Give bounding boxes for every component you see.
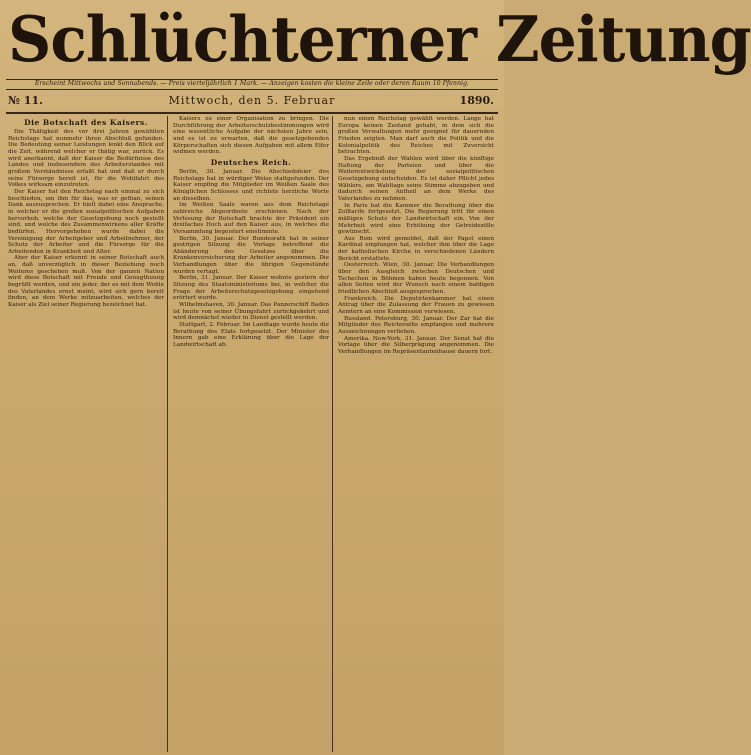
- dateline-rule: [6, 112, 498, 114]
- article-paragraph: Stuttgart, 2. Februar. Im Landtage wurde heute die Berathung des Etats fortgesetzt. Der Minister des Innern gab eine Erklärung über die Lage der Landwirtschaft ab.: [173, 322, 329, 348]
- article-paragraph: Russland. Petersburg, 30. Januar. Der Zar hat die Mitglieder des Reichsraths empfangen und mehrere Auszeichnungen verliehen.: [338, 315, 494, 335]
- article-paragraph: nun einen Reichstag gewählt werden. Lange hat Europa keinen Zustand gehabt, in dem sich die großen Verwaltungen mehr geeignet für dauernden Frieden zeigten. Man darf auch die Politik und die Kolonialpolitik des Reiches mit Zuversicht betrachten.: [338, 116, 494, 156]
- article-paragraph: Aber der Kaiser erkennt in seiner Botschaft auch an, daß unverzüglich in dieser Beziehung noch Weiteres geschehen muß. Von der ganzen Nation wird diese Botschaft mit Freude und Genugthuung begrüßt werden, und ein jeder, der es mit dem Wohle des Vaterlandes ernst meint, wird sich gern bereit finden, an dem Werke mitzuarbeiten, welches der Kaiser als Ziel seiner Regierung bezeichnet hat.: [8, 255, 164, 309]
- issue-number: № 11.: [8, 94, 43, 107]
- column-divider-2: [332, 116, 333, 752]
- section-heading: Deutsches Reich.: [210, 157, 292, 167]
- article-paragraph: Wilhelmshaven, 30. Januar. Das Panzerschiff Baden ist heute von seiner Übungsfahrt zurückgekehrt und wird demnächst wieder in Dienst gestellt werden.: [173, 302, 329, 322]
- article-paragraph: Oesterreich. Wien, 30. Januar. Die Verhandlungen über den Ausgleich zwischen Deutschen und Tschechen in Böhmen haben heute begonnen. Von allen Seiten wird der Wunsch nach einem baldigen friedlichen Abschluß ausgesprochen.: [338, 262, 494, 296]
- article-paragraph: Die Thätigkeit des vor drei Jahren gewählten Reichstags hat nunmehr ihren Abschluß gefunden. Die Bedeutung seiner Leistungen lenkt den Blick auf die Zeit, während welcher er thätig war, zurück. Es wird anerkannt, daß der Kaiser die Bedürfnisse des Landes und insbesondere des Arbeiterstandes mit großem Verständnisse erfaßt hat und daß er durch seine Fürsorge bereit ist, für die Wohlfahrt des Volkes wirksam einzutreten.: [8, 129, 164, 189]
- article-paragraph: In Paris hat die Kammer die Berathung über die Zolltarife fortgesetzt. Die Regierung tritt für einen mäßigen Schutz der Landwirtschaft ein. Von der Mehrheit wird eine Erhöhung der Getreidezölle gewünscht.: [338, 202, 494, 236]
- dateline: [6, 91, 498, 111]
- section-heading: Die Botschaft des Kaisers.: [24, 118, 148, 127]
- article-paragraph: Der Kaiser hat den Reichstag nach einmal zu sich beschieden, um ihm für das, was er gethan, seinen Dank auszusprechen. Er hielt dabei eine Ansprache, in welcher er die großen sozialpolitischen Aufgaben hervorhob, welche der Gesetzgebung noch gestellt sind, und welche des Zusammenwirkens aller Kräfte bedürfen. Hervorgehoben wurde dabei die Vereinigung der Arbeitgeber und Arbeitnehmer, der Schutz der Arbeiter und die Fürsorge für die Arbeitenden in Krankheit und Alter.: [8, 188, 164, 255]
- issue-year: 1890.: [459, 94, 494, 107]
- masthead-title: Schlüchterner Zeitung: [8, 3, 751, 77]
- article-paragraph: Aus Rom wird gemeldet, daß der Papst einen Kardinal empfangen hat, welcher ihm über die Lage der katholischen Kirche in verschiedenen Ländern Bericht erstattete.: [338, 235, 494, 262]
- article-paragraph: Kaisers zu einer Organisation zu bringen. Die Durchführung der Arbeiterschutzbestimmungen wird eine wesentliche Aufgabe der nächsten Jahre sein, und es ist zu erwarten, daß die gesetzgebenden Körperschaften sich diesen Aufgaben mit allem Eifer widmen werden.: [173, 116, 329, 156]
- article-paragraph: Berlin, 30. Januar. Der Bundesrath hat in seiner gestrigen Sitzung die Vorlage betreffend die Abänderung des Gesetzes über die Krankenversicherung der Arbeiter angenommen. Die Verhandlungen über die übrigen Gegenstände wurden vertagt.: [173, 235, 329, 275]
- issue-date: Mittwoch, den 5. Februar: [168, 94, 336, 107]
- article-paragraph: Im Weißen Saale waren aus dem Reichstage zahlreiche Abgeordnete erschienen. Nach der Verlesung der Botschaft brachte der Präsident ein dreifaches Hoch auf den Kaiser aus, in welches die Versammlung begeistert einstimmte.: [173, 202, 329, 235]
- column-2: [173, 116, 329, 752]
- article-paragraph: Berlin, 30. Januar. Die Abschiedsfeier des Reichstags hat in würdiger Weise stattgefunden. Der Kaiser empfing die Mitglieder im Weißen Saale des Königlichen Schlosses und richtete herzliche Worte an dieselben.: [173, 168, 329, 202]
- column-1: [8, 116, 164, 752]
- column-divider-1: [167, 116, 168, 752]
- subscription-line: Erscheint Mittwochs und Sonnabends. — Preis vierteljährlich 1 Mark. — Anzeigen kosten die kleine Zeile oder deren Raum 10 Pfennig.: [34, 80, 470, 87]
- article-paragraph: Frankreich. Die Deputirtenkammer hat einen Antrag über die Zulassung der Frauen zu gewissen Aemtern an eine Kommission verwiesen.: [338, 295, 494, 316]
- article-paragraph: Berlin, 31. Januar. Der Kaiser wohnte gestern der Sitzung des Staatsministeriums bei, in welcher die Frage der Arbeiterschutzgesetzgebung eingehend erörtert wurde.: [173, 275, 329, 302]
- article-paragraph: Das Ergebniß der Wahlen wird über die künftige Haltung der Parteien und über die Weiterentwickelung der sozialpolitischen Gesetzgebung entscheiden. Es ist daher Pflicht jedes Wählers, am Wahltage seine Stimme abzugeben und dadurch seinen Antheil an dem Werke des Vaterlandes zu nehmen.: [338, 155, 494, 202]
- column-3: [338, 116, 494, 752]
- article-paragraph: Amerika. New-York, 31. Januar. Der Senat hat die Vorlage über die Silberprägung angenommen. Die Verhandlungen im Repräsentantenhause dauern fort.: [338, 335, 494, 355]
- subline-rule: [6, 89, 498, 90]
